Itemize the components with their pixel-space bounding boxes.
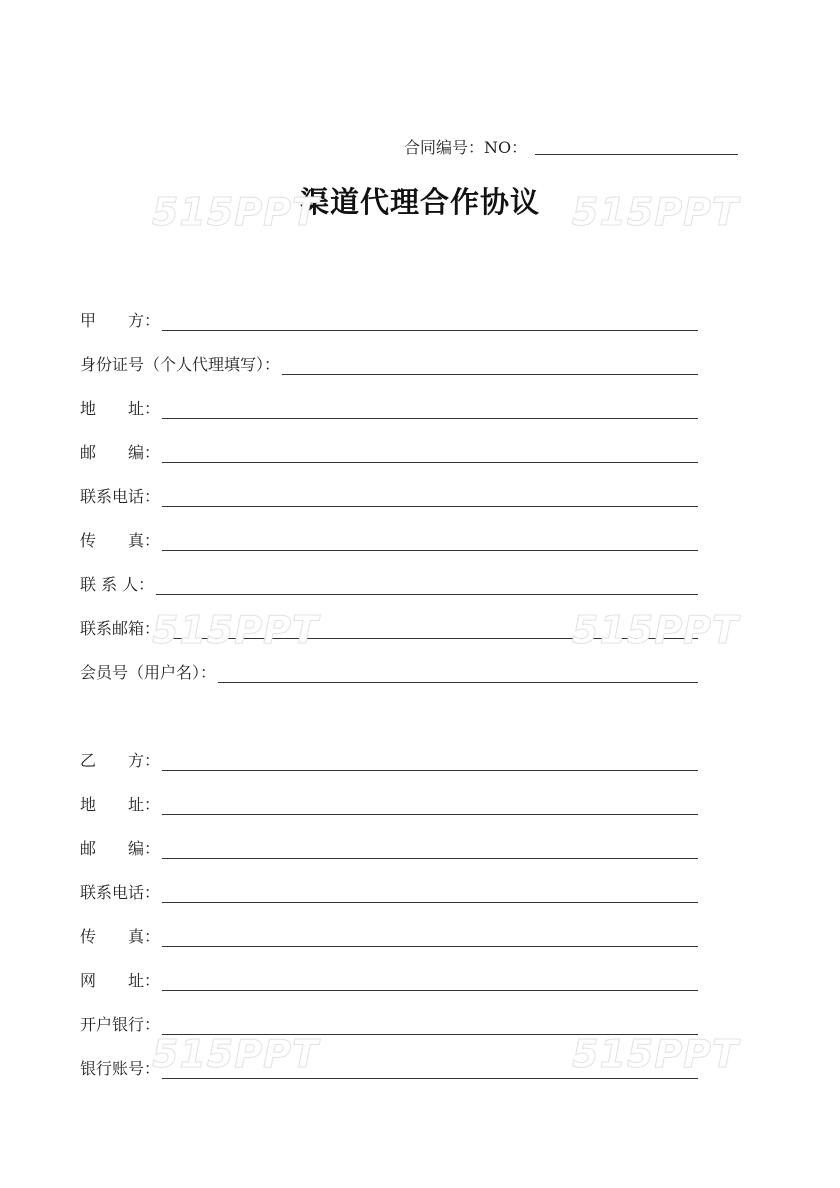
contract-number xyxy=(404,134,738,158)
field-row-party-b-account xyxy=(80,1054,698,1080)
field-row-party-a-fax xyxy=(80,526,698,552)
field-label: 地 址： xyxy=(80,399,161,418)
field-row-party-a-address xyxy=(80,394,698,420)
party-b-address-blank[interactable] xyxy=(162,814,698,815)
watermark: 515PPT xyxy=(572,190,739,234)
field-row-party-a-phone xyxy=(80,482,698,508)
field-row-party-a-contact xyxy=(80,570,698,596)
party-b-website-blank[interactable] xyxy=(162,990,698,991)
field-label: 身份证号（个人代理填写）： xyxy=(80,355,281,374)
party-b-phone-blank[interactable] xyxy=(162,902,698,903)
party-a-email-blank[interactable] xyxy=(162,638,698,639)
field-label: 邮 编： xyxy=(80,839,161,858)
field-row-id-number xyxy=(80,350,698,376)
party-a-phone-blank[interactable] xyxy=(162,506,698,507)
field-row-party-b-address xyxy=(80,790,698,816)
field-label: 开户银行： xyxy=(80,1015,161,1034)
member-id-blank[interactable] xyxy=(218,682,698,683)
contract-number-label: 合同编号：NO： xyxy=(404,138,528,157)
party-b-postcode-blank[interactable] xyxy=(162,858,698,859)
field-row-party-b-phone xyxy=(80,878,698,904)
field-label: 邮 编： xyxy=(80,443,161,462)
document-title: 渠道代理合作协议 xyxy=(299,185,540,219)
field-row-member-id xyxy=(80,658,698,684)
watermark: 515PPT xyxy=(152,608,319,652)
party-b-bank-blank[interactable] xyxy=(162,1034,698,1035)
party-a-name-blank[interactable] xyxy=(162,330,698,331)
field-label: 网 址： xyxy=(80,971,161,990)
field-label: 联系邮箱： xyxy=(80,619,161,638)
field-label: 甲 方： xyxy=(80,311,161,330)
party-b-account-blank[interactable] xyxy=(162,1078,698,1079)
field-row-party-b-bank xyxy=(80,1010,698,1036)
watermark: 515PPT xyxy=(152,190,319,234)
field-row-party-b-postcode xyxy=(80,834,698,860)
party-b-name-blank[interactable] xyxy=(162,770,698,771)
field-label: 地 址： xyxy=(80,795,161,814)
field-label: 传 真： xyxy=(80,927,161,946)
field-label: 乙 方： xyxy=(80,751,161,770)
field-row-party-a-email xyxy=(80,614,698,640)
party-a-fax-blank[interactable] xyxy=(162,550,698,551)
field-label: 会员号（用户名）： xyxy=(80,663,217,682)
field-row-party-a-postcode xyxy=(80,438,698,464)
party-a-address-blank[interactable] xyxy=(162,418,698,419)
party-a-postcode-blank[interactable] xyxy=(162,462,698,463)
field-row-party-b-website xyxy=(80,966,698,992)
watermark: 515PPT xyxy=(572,608,739,652)
field-row-party-a xyxy=(80,306,698,332)
field-label: 银行账号： xyxy=(80,1059,161,1078)
field-row-party-b xyxy=(80,746,698,772)
field-label: 传 真： xyxy=(80,531,161,550)
party-a-contact-blank[interactable] xyxy=(156,594,698,595)
field-label: 联 系 人： xyxy=(80,575,155,594)
party-b-fax-blank[interactable] xyxy=(162,946,698,947)
field-label: 联系电话： xyxy=(80,883,161,902)
field-label: 联系电话： xyxy=(80,487,161,506)
watermark: 515PPT xyxy=(152,1032,319,1076)
field-row-party-b-fax xyxy=(80,922,698,948)
watermark: 515PPT xyxy=(572,1032,739,1076)
id-number-blank[interactable] xyxy=(282,374,698,375)
contract-number-blank[interactable] xyxy=(535,154,738,155)
